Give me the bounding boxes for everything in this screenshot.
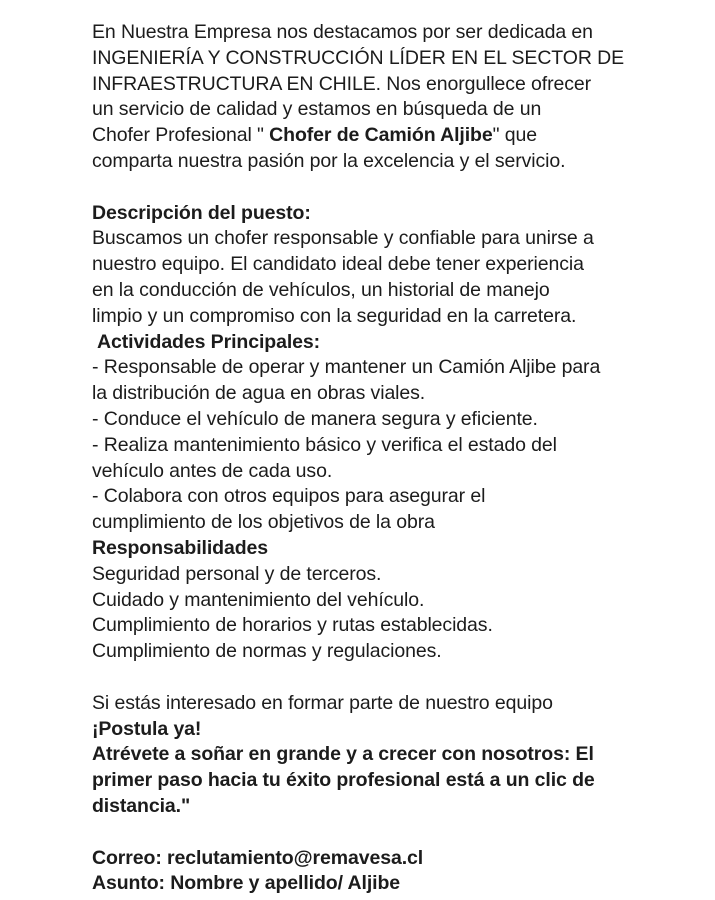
activity-line: - Conduce el vehículo de manera segura y eficiente. [92, 407, 538, 430]
spacer [92, 175, 692, 201]
activity-line: cumplimiento de los objetivos de la obra [92, 511, 435, 534]
job-posting [92, 20, 692, 897]
intro-line-position [92, 123, 692, 149]
activity-line: la distribución de agua en obras viales. [92, 382, 426, 405]
closing-section [92, 691, 692, 820]
intro-line: un servicio de calidad y estamos en búsqueda de un [92, 98, 542, 121]
motto-line: distancia." [92, 794, 191, 817]
description-line: en la conducción de vehículos, un historial de manejo [92, 278, 550, 301]
intro-position-prefix: Chofer Profesional " [92, 124, 270, 147]
intro-line: INGENIERÍA Y CONSTRUCCIÓN LÍDER EN EL SECTOR DE [92, 46, 625, 69]
responsibility-line: Cumplimiento de horarios y rutas establecidas. [92, 614, 493, 637]
spacer [92, 820, 692, 846]
responsibility-line: Cuidado y mantenimiento del vehículo. [92, 588, 425, 611]
intro-position-suffix: " que [492, 124, 537, 147]
activities-heading: Actividades Principales: [97, 330, 321, 353]
activity-line: - Colabora con otros equipos para asegurar el [92, 485, 486, 508]
contact-section [92, 846, 692, 898]
motto-line: Atrévete a soñar en grande y a crecer con nosotros: El [92, 743, 594, 766]
responsibilities-section [92, 536, 692, 665]
intro-line: comparta nuestra pasión por la excelencia y el servicio. [92, 149, 566, 172]
responsibility-line: Cumplimiento de normas y regulaciones. [92, 640, 442, 663]
description-line: nuestro equipo. El candidato ideal debe tener experiencia [92, 253, 584, 276]
description-line: limpio y un compromiso con la seguridad en la carretera. [92, 304, 577, 327]
description-section [92, 201, 692, 330]
spacer [92, 665, 692, 691]
intro-line: INFRAESTRUCTURA EN CHILE. Nos enorgullece ofrecer [92, 72, 591, 95]
contact-email: Correo: reclutamiento@remavesa.cl [92, 846, 424, 869]
apply-call: ¡Postula ya! [92, 717, 202, 740]
intro-paragraph [92, 20, 692, 175]
description-heading: Descripción del puesto: [92, 201, 311, 224]
description-line: Buscamos un chofer responsable y confiable para unirse a [92, 227, 594, 250]
activity-line: - Realiza mantenimiento básico y verifica el estado del [92, 433, 557, 456]
responsibility-line: Seguridad personal y de terceros. [92, 562, 382, 585]
activity-line: - Responsable de operar y mantener un Camión Aljibe para [92, 356, 601, 379]
intro-line: En Nuestra Empresa nos destacamos por ser dedicada en [92, 21, 593, 43]
activity-line: vehículo antes de cada uso. [92, 459, 333, 482]
contact-subject: Asunto: Nombre y apellido/ Aljibe [92, 872, 401, 895]
responsibilities-heading: Responsabilidades [92, 536, 269, 559]
activities-section [92, 330, 692, 536]
motto-line: primer paso hacia tu éxito profesional está a un clic de [92, 769, 595, 792]
interest-line: Si estás interesado en formar parte de nuestro equipo [92, 691, 553, 714]
position-title: Chofer de Camión Aljibe [269, 124, 493, 147]
